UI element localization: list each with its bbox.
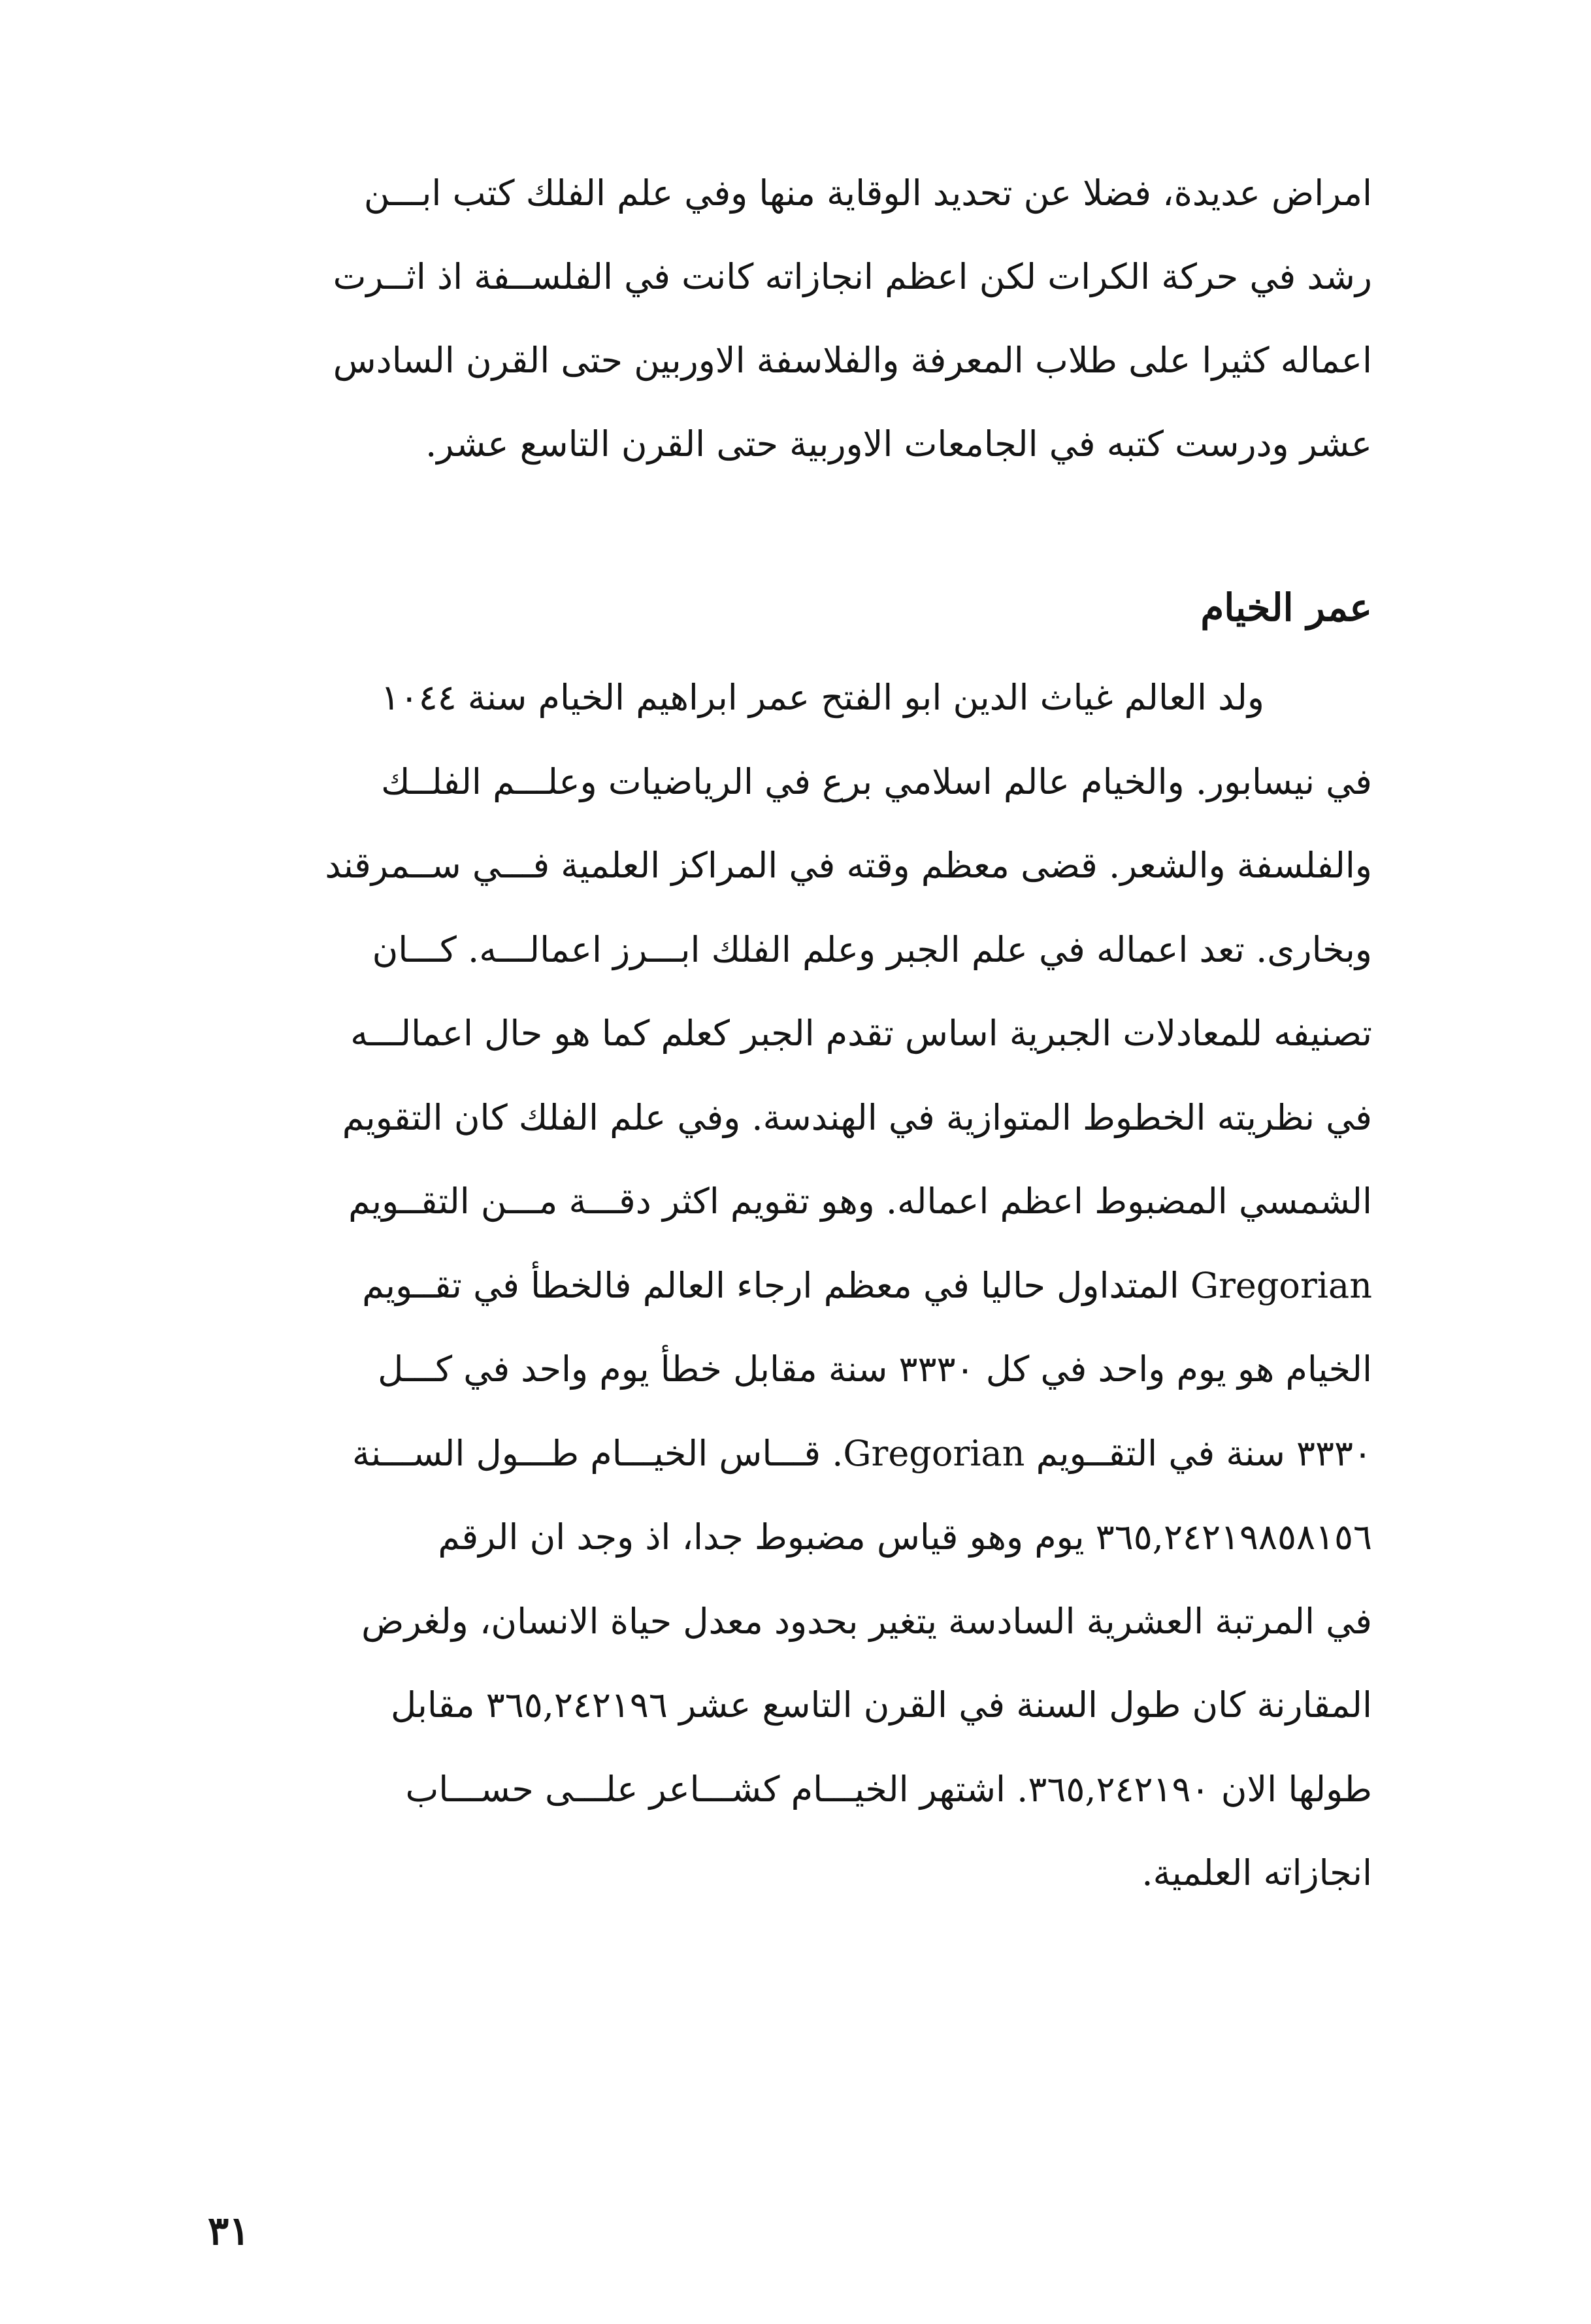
text-line: وبخارى. تعد اعماله في علم الجبر وعلم الفلك ابـــرز اعمالـــه. كـــان	[372, 928, 1372, 970]
text-line: طولها الان ٣٦٥,٢٤٢١٩٠. اشتهر الخيـــام كشـــاعر علـــى حســـاب	[405, 1768, 1372, 1810]
text-line: ولد العالم غياث الدين ابو الفتح عمر ابراهيم الخيام سنة ١٠٤٤	[380, 677, 1264, 718]
text-line: اعماله كثيرا على طلاب المعرفة والفلاسفة الاوربين حتى القرن السادس	[333, 340, 1372, 381]
text-line: والفلسفة والشعر. قضى معظم وقته في المراكز العلمية فـــي ســمرقند	[325, 845, 1372, 886]
text-line: امراض عديدة، فضلا عن تحديد الوقاية منها وفي علم الفلك كتب ابـــن	[363, 172, 1372, 214]
text-line: عشر ودرست كتبه في الجامعات الاوربية حتى القرن التاسع عشر.	[425, 423, 1372, 465]
paragraph-ibn-rushd	[216, 152, 1372, 486]
paragraph-omar-khayyam	[216, 656, 1372, 1916]
text-line: انجازاته العلمية.	[1141, 1852, 1372, 1893]
text-line: Gregorian المتداول حاليا في معظم ارجاء العالم فالخطأ في تقــويم	[362, 1264, 1372, 1306]
text-line: الخيام هو يوم واحد في كل ٣٣٣٠ سنة مقابل خطأ يوم واحد في كـــل	[378, 1349, 1372, 1390]
text-line: رشد في حركة الكرات لكن اعظم انجازاته كانت في الفلســفة اذ اثــرت	[333, 256, 1372, 297]
page-number: ٣١	[208, 2208, 250, 2254]
section-heading: عمر الخيام	[1200, 585, 1372, 630]
text-line: المقارنة كان طول السنة في القرن التاسع عشر ٣٦٥,٢٤٢١٩٦ مقابل	[390, 1684, 1372, 1726]
text-line: في نيسابور. والخيام عالم اسلامي برع في الرياضيات وعلـــم الفلــك	[381, 761, 1372, 802]
text-line: تصنيفه للمعادلات الجبرية اساس تقدم الجبر كعلم كما هو حال اعمالـــه	[350, 1013, 1372, 1054]
text-line: في نظريته الخطوط المتوازية في الهندسة. وفي علم الفلك كان التقويم	[342, 1096, 1372, 1138]
text-line: الشمسي المضبوط اعظم اعماله. وهو تقويم اكثر دقـــة مـــن التقــويم	[348, 1181, 1372, 1222]
text-line: ٣٣٣٠ سنة في التقــويم Gregorian. قـــاس الخيـــام طـــول الســـنة	[352, 1432, 1372, 1474]
text-line: في المرتبة العشرية السادسة يتغير بحدود معدل حياة الانسان، ولغرض	[361, 1600, 1372, 1642]
text-line: ٣٦٥,٢٤٢١٩٨٥٨١٥٦ يوم وهو قياس مضبوط جدا، اذ وجد ان الرقم	[438, 1516, 1372, 1558]
